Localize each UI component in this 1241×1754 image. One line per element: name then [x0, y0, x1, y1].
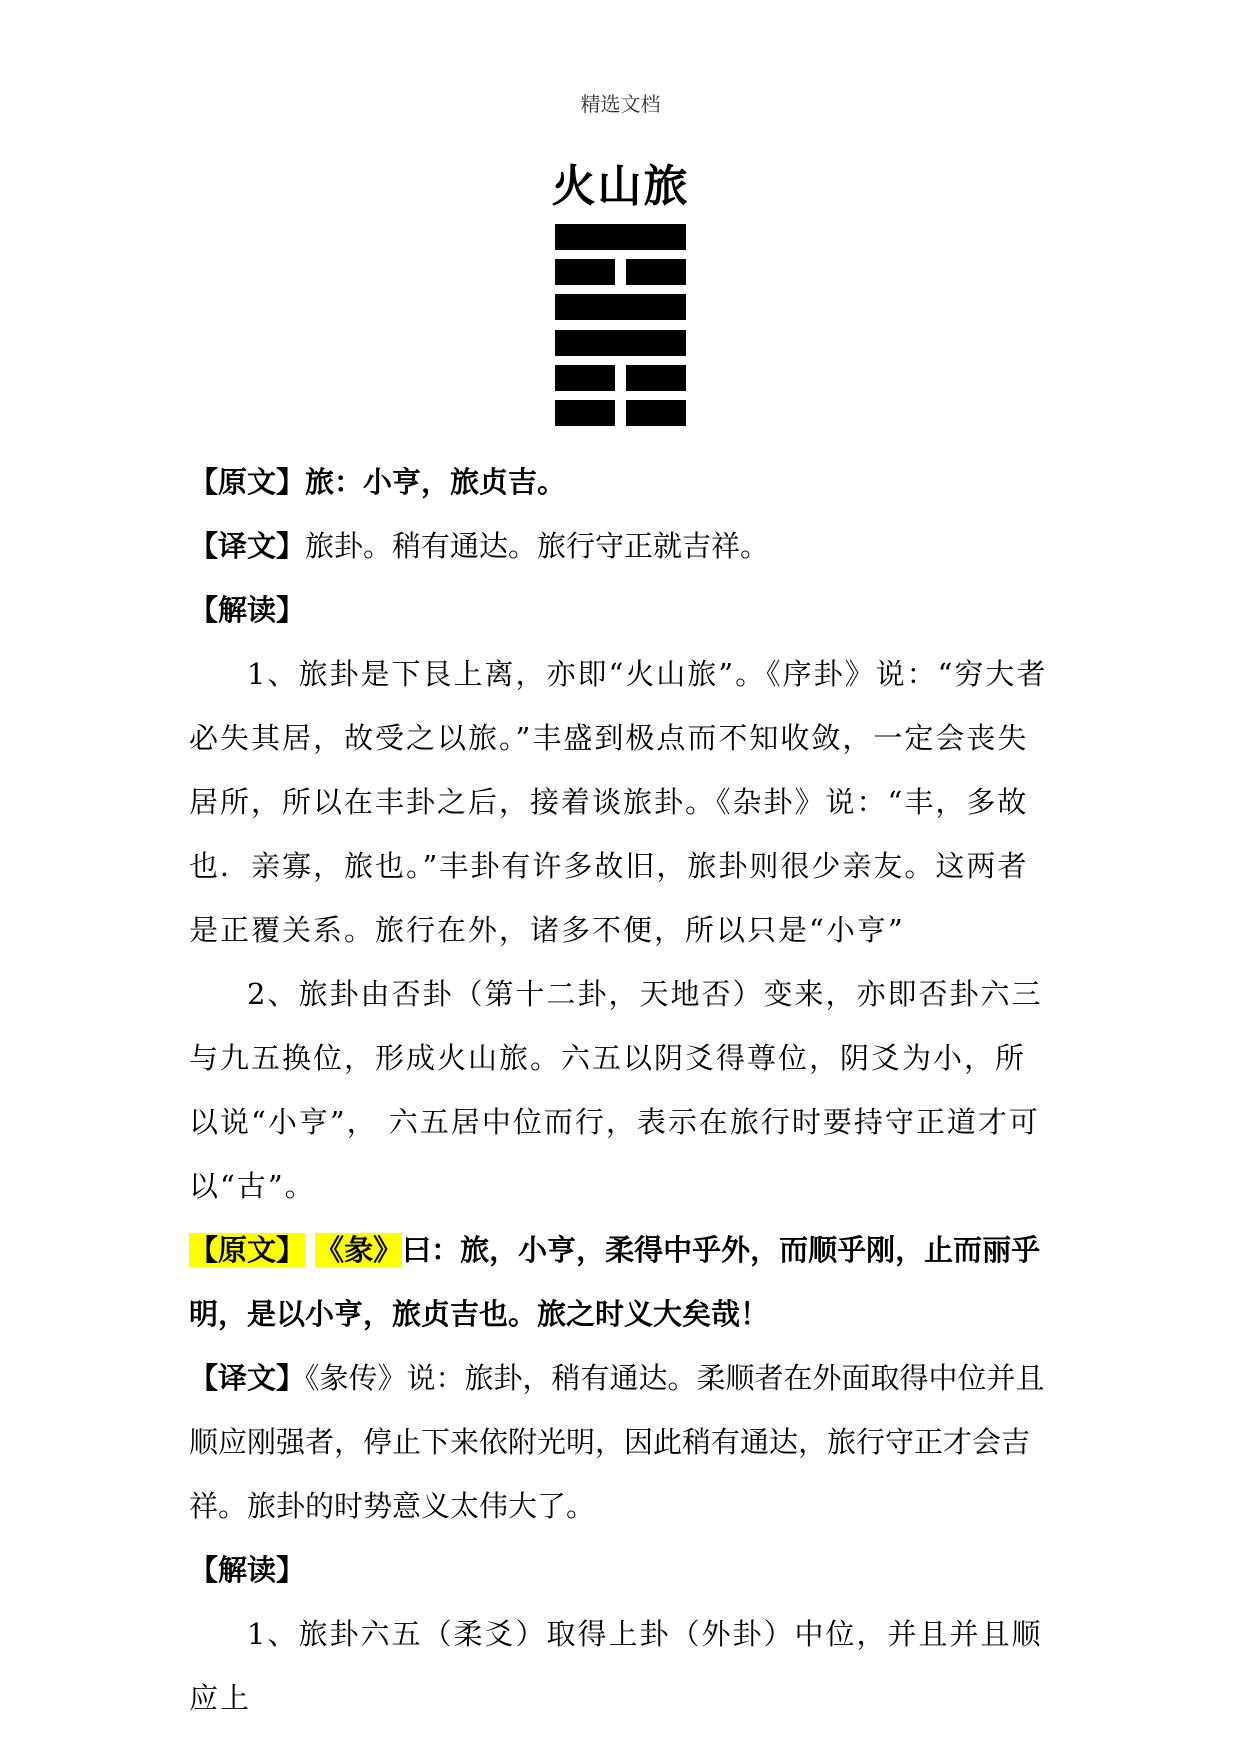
hexagram-symbol	[555, 224, 686, 426]
interpretation-paragraph-3: 1、旅卦六五（柔爻）取得上卦（外卦）中位，并且并且顺应上	[189, 1617, 1043, 1715]
section-label-interpretation-2: 【解读】	[189, 1553, 306, 1587]
original-text-2	[189, 1218, 1055, 1346]
page-header: 精选文档	[580, 92, 661, 116]
hexagram-line-top	[555, 224, 686, 250]
interpretation-paragraph-1: 1、旅卦是下艮上离，亦即“火山旅”。《序卦》说：“穷大者必失其居，故受之以旅。”丰盛到极点而不知收敛，一定会丧失居所，所以在丰卦之后，接着谈旅卦。《杂卦》说：“丰，多故也．亲寡，旅也。”丰卦有许多故旧，旅卦则很少亲友。这两者是正覆关系。旅行在外，诸多不便，所以只是“小亨”	[189, 657, 1048, 947]
section-label-original: 【原文】	[189, 465, 306, 499]
translation-1	[189, 514, 1055, 578]
original-text-content: 旅：小亨，旅贞吉。	[305, 465, 567, 499]
hexagram-line-2	[555, 365, 686, 391]
interpretation-heading-1	[189, 578, 1055, 642]
hexagram-line-4	[555, 294, 686, 320]
hexagram-line-5	[555, 259, 686, 285]
translation-text: 旅卦。稍有通达。旅行守正就吉祥。	[305, 529, 770, 563]
tuan-text: 曰：旅，小亨，柔得中乎外，而顺乎刚，止而丽乎明，是以小亨，旅贞吉也。旅之时义大矣哉！	[189, 1233, 1041, 1331]
hexagram-line-bottom	[555, 400, 686, 426]
section-label-translation-2: 【译文】	[189, 1361, 306, 1395]
document-body	[189, 450, 1055, 1730]
page-title: 火山旅	[551, 161, 690, 212]
section-label-interpretation: 【解读】	[189, 593, 306, 627]
highlighted-book-title: 《彖》	[315, 1233, 403, 1267]
highlighted-label-original: 【原文】	[189, 1233, 306, 1267]
interpretation-heading-2	[189, 1538, 1055, 1602]
translation-text-2: 《彖传》说：旅卦，稍有通达。柔顺者在外面取得中位并且顺应刚强者，停止下来依附光明，因此稍有通达，旅行守正才会吉祥。旅卦的时势意义太伟大了。	[189, 1361, 1045, 1523]
interpretation-paragraph-2: 2、旅卦由否卦（第十二卦，天地否）变来，亦即否卦六三与九五换位，形成火山旅。六五以阴爻得尊位，阴爻为小，所以说“小亨”， 六五居中位而行，表示在旅行时要持守正道才可以“古”。	[189, 977, 1043, 1203]
translation-2	[189, 1346, 1055, 1538]
section-label-translation: 【译文】	[189, 529, 306, 563]
original-text-1	[189, 450, 1055, 514]
hexagram-line-3	[555, 330, 686, 356]
